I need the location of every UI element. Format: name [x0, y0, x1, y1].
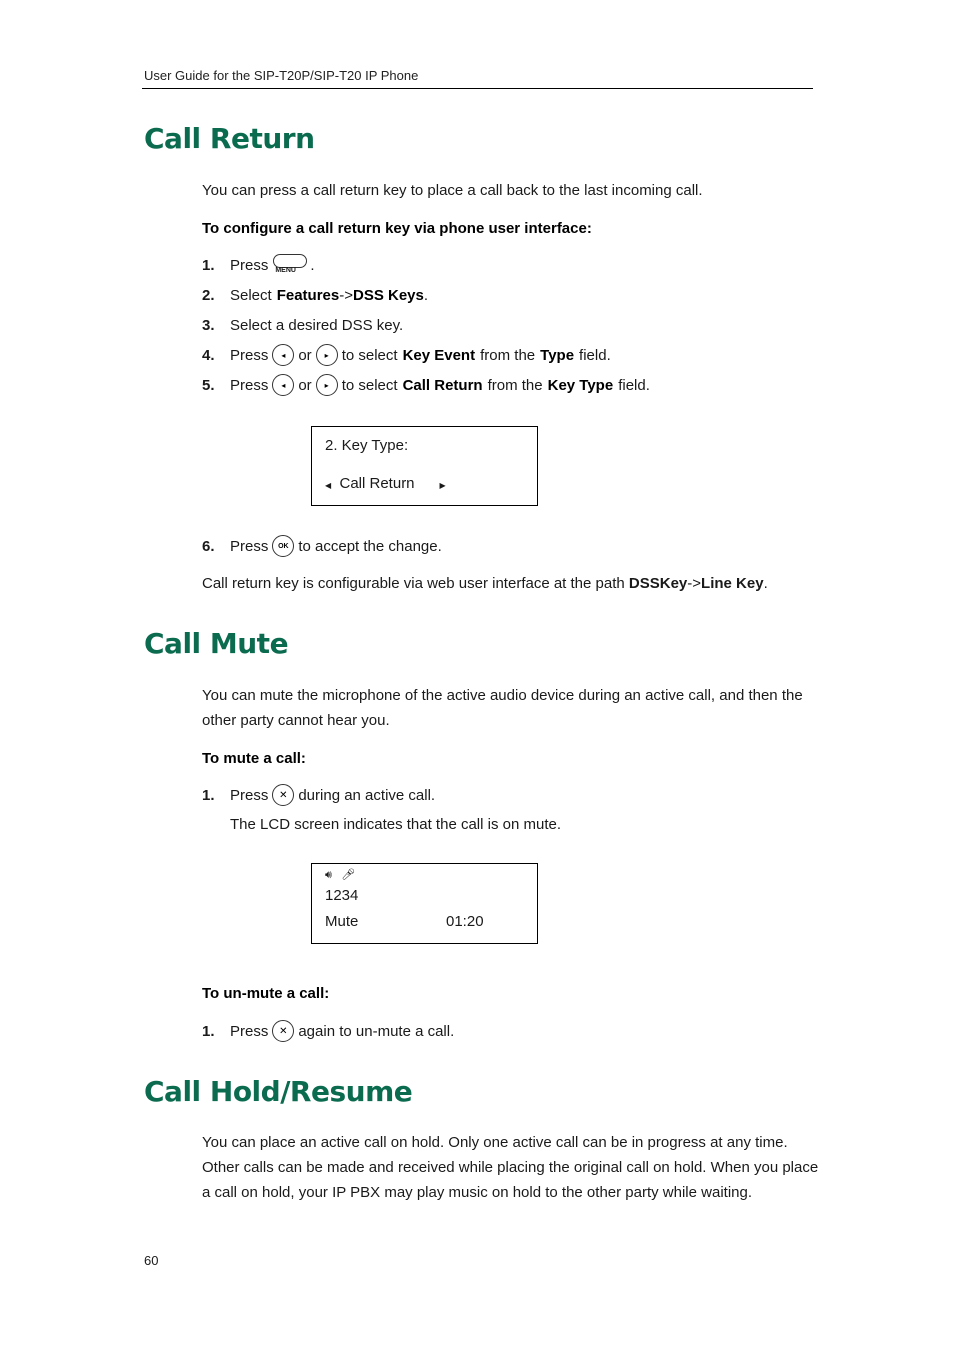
step-text: Press [230, 537, 269, 555]
left-arrow-key-icon: ◂ [272, 344, 294, 366]
web-config-note [202, 571, 768, 596]
step-or: or [298, 376, 312, 394]
lcd-mute-screen [311, 863, 538, 944]
muted-mic-icon: 🎤︎ [341, 869, 356, 881]
step-2 [202, 283, 428, 307]
step-end: . [310, 256, 315, 274]
note-end: . [763, 575, 768, 592]
step-1 [202, 253, 315, 277]
field-name-key-type: Key Type [547, 376, 614, 394]
step-number: 4. [202, 346, 215, 364]
step-number: 1. [202, 1022, 215, 1040]
header-divider [142, 88, 813, 89]
call-hold-intro: You can place an active call on hold. Only one active call can be in progress at any time. Other calls can be made and received while placing the original call on hold. When you place a call on hold, your IP PBX may play music on hold to the other party while waiting. [202, 1134, 819, 1201]
step-number: 5. [202, 376, 215, 394]
lcd-status-icons [325, 868, 355, 882]
lcd-line-1: 2. Key Type: [325, 437, 409, 454]
step-number: 2. [202, 286, 215, 304]
step-number: 1. [202, 256, 215, 274]
page-number: 60 [144, 1253, 159, 1268]
call-mute-intro: You can mute the microphone of the active audio device during an active call, and then the other party cannot hear you. [202, 687, 803, 729]
mute-procedure-title: To mute a call: [202, 750, 306, 767]
mute-key-icon: ✕ [272, 1020, 294, 1042]
speaker-icon: 🔊︎ [325, 869, 332, 881]
step-3 [202, 313, 403, 337]
unmute-step-1 [202, 1019, 454, 1043]
step-text: Press [230, 346, 269, 364]
step-text: from the [480, 346, 536, 364]
lcd-call-timer: 01:20 [446, 913, 484, 930]
step-end: again to un-mute a call. [298, 1022, 455, 1040]
step-text: to select [341, 376, 398, 394]
step-6 [202, 534, 442, 558]
step-end: field. [618, 376, 650, 394]
step-5 [202, 373, 650, 397]
step-end: during an active call. [298, 786, 436, 804]
section-heading-call-return: Call Return [144, 122, 315, 155]
path-separator: -> [339, 286, 353, 304]
field-value-key-event: Key Event [402, 346, 476, 364]
step-or: or [298, 346, 312, 364]
step-text: from the [487, 376, 543, 394]
step-text: Select [230, 286, 272, 304]
menu-path-dss-keys: DSS Keys [353, 286, 424, 304]
field-name-type: Type [540, 346, 575, 364]
left-arrow-key-icon: ◂ [272, 374, 294, 396]
web-path-line-key: Line Key [701, 575, 764, 592]
lcd-option-value: Call Return [339, 475, 415, 492]
menu-path-features: Features [276, 286, 340, 304]
mute-key-icon: ✕ [272, 784, 294, 806]
step-text: Press [230, 786, 269, 804]
lcd-number: 1234 [325, 887, 359, 904]
mute-step-1 [202, 783, 435, 807]
step-text: Press [230, 376, 269, 394]
unmute-procedure-title: To un-mute a call: [202, 985, 330, 1002]
step-text: to select [341, 346, 398, 364]
right-arrow-key-icon: ▸ [316, 374, 338, 396]
step-4 [202, 343, 611, 367]
step-end: . [423, 286, 429, 304]
lcd-key-type-screen [311, 426, 538, 506]
ok-key-icon: OK [272, 535, 294, 557]
step-number: 3. [202, 316, 215, 334]
section-heading-call-mute: Call Mute [144, 627, 289, 660]
lcd-line-2 [325, 475, 446, 492]
step-number: 6. [202, 537, 215, 555]
note-text: Call return key is configurable via web user interface at the path [202, 575, 625, 592]
lcd-mute-status: Mute [325, 913, 359, 930]
path-separator: -> [687, 575, 702, 592]
mute-note: The LCD screen indicates that the call is on mute. [230, 816, 561, 833]
section-heading-call-hold: Call Hold/Resume [144, 1075, 413, 1108]
call-return-intro: You can press a call return key to place a call back to the last incoming call. [202, 182, 703, 199]
step-text: Press [230, 256, 269, 274]
right-arrow-key-icon: ▸ [316, 344, 338, 366]
right-triangle-icon: ▶ [439, 481, 446, 490]
step-end: to accept the change. [298, 537, 442, 555]
field-value-call-return: Call Return [402, 376, 483, 394]
procedure-title: To configure a call return key via phone user interface: [202, 220, 592, 237]
web-path-dsskey: DSSKey [628, 575, 688, 592]
menu-key-label: MENU [275, 267, 296, 274]
step-number: 1. [202, 786, 215, 804]
menu-key-icon [272, 254, 306, 276]
step-text: Select a desired DSS key. [230, 316, 404, 334]
left-triangle-icon: ◀ [325, 481, 332, 490]
running-header: User Guide for the SIP-T20P/SIP-T20 IP Phone [144, 68, 419, 83]
step-end: field. [579, 346, 611, 364]
step-text: Press [230, 1022, 269, 1040]
